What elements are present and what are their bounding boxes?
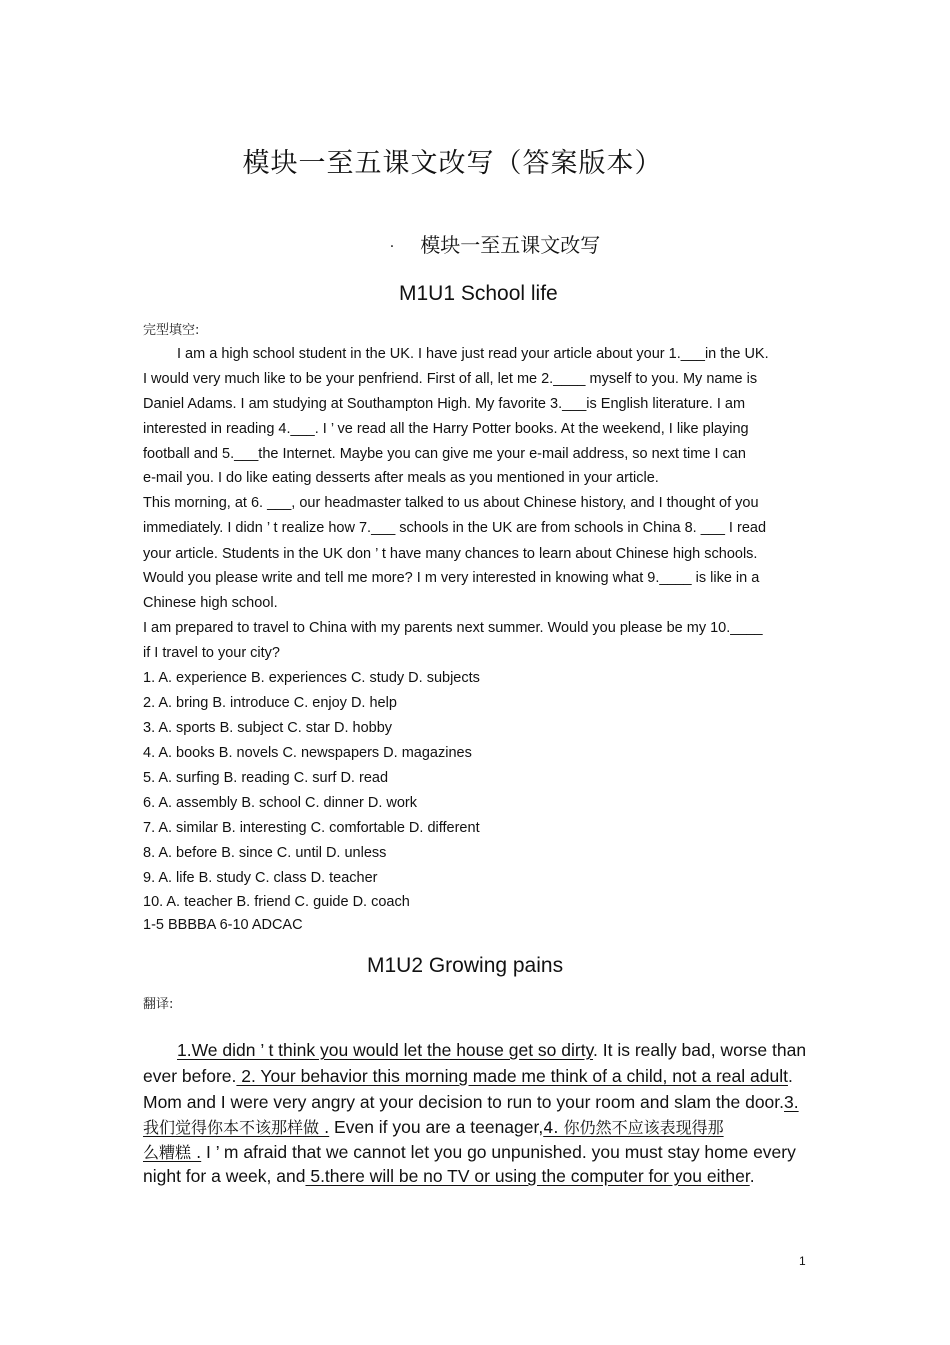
page-number: 1 <box>799 1254 806 1268</box>
passage-line: I am prepared to travel to China with my parents next summer. Would you please be my 10.____ <box>143 620 763 636</box>
passage-line: I am a high school student in the UK. I have just read your article about your 1.___in the UK. <box>177 346 769 362</box>
section-subtitle <box>0 229 950 258</box>
option-line: 4. A. books B. novels C. newspapers D. magazines <box>143 745 472 761</box>
translation-label: 翻译: <box>143 997 174 1012</box>
underlined-sentence: 4. 你仍然不应该表现得那 <box>543 1118 724 1137</box>
underlined-sentence: 么糟糕 . <box>143 1143 202 1162</box>
passage-line: football and 5.___the Internet. Maybe you can give me your e-mail address, so next time I can <box>143 446 746 462</box>
passage-line: Daniel Adams. I am studying at Southampton High. My favorite 3.___is English literature. I am <box>143 396 746 412</box>
option-line: 1. A. experience B. experiences C. study D. subjects <box>143 670 480 686</box>
subtitle-text: 模块一至五课文改写 <box>420 233 601 257</box>
passage-line: your article. Students in the UK don ’ t have many chances to learn about Chinese high schools. <box>143 546 758 562</box>
underlined-sentence: 我们觉得你本不该那样做 . <box>143 1118 330 1137</box>
answer-key: 1-5 BBBBA 6-10 ADCAC <box>143 917 303 933</box>
translation-line: Mom and I were very angry at your decision to run to your room and slam the door.3. <box>143 1092 799 1112</box>
option-line: 10. A. teacher B. friend C. guide D. coach <box>143 894 410 910</box>
passage-line: immediately. I didn ’ t realize how 7.___ schools in the UK are from schools in China 8. ___ I read <box>143 520 767 536</box>
translation-line: night for a week, and 5.there will be no TV or using the computer for you either. <box>143 1166 755 1186</box>
translation-line: 么糟糕 . I ’ m afraid that we cannot let you go unpunished. you must stay home every <box>143 1142 796 1162</box>
passage-line: e-mail you. I do like eating desserts after meals as you mentioned in your article. <box>143 470 659 486</box>
passage-line: interested in reading 4.___. I ’ ve read all the Harry Potter books. At the weekend, I like playing <box>143 421 749 437</box>
document-title: 模块一至五课文改写（答案版本） <box>242 148 663 179</box>
underlined-sentence: 5.there will be no TV or using the computer for you either <box>305 1166 750 1186</box>
passage-line: Chinese high school. <box>143 595 278 611</box>
bullet-point: · <box>389 238 395 255</box>
option-line: 9. A. life B. study C. class D. teacher <box>143 870 378 886</box>
passage-line: I would very much like to be your penfriend. First of all, let me 2.____ myself to you. My name is <box>143 371 758 387</box>
translation-line: 1.We didn ’ t think you would let the house get so dirty. It is really bad, worse than <box>177 1040 807 1060</box>
passage-line: Would you please write and tell me more? I m very interested in knowing what 9.____ is like in a <box>143 570 760 586</box>
passage-line: This morning, at 6. ___, our headmaster talked to us about Chinese history, and I thought of you <box>143 495 759 511</box>
m1u2-heading: M1U2 Growing pains <box>367 954 564 977</box>
translation-line: ever before. 2. Your behavior this morning made me think of a child, not a real adult. <box>143 1066 793 1086</box>
translation-line: 我们觉得你本不该那样做 . Even if you are a teenager,4. 你仍然不应该表现得那 <box>143 1117 724 1137</box>
option-line: 3. A. sports B. subject C. star D. hobby <box>143 720 393 736</box>
underlined-sentence: 3. <box>784 1092 799 1112</box>
option-line: 8. A. before B. since C. until D. unless <box>143 845 387 861</box>
cloze-label: 完型填空: <box>143 323 200 338</box>
option-line: 6. A. assembly B. school C. dinner D. work <box>143 795 417 811</box>
underlined-sentence: 1.We didn ’ t think you would let the house get so dirty <box>177 1040 594 1060</box>
option-line: 5. A. surfing B. reading C. surf D. read <box>143 770 389 786</box>
option-line: 2. A. bring B. introduce C. enjoy D. help <box>143 695 397 711</box>
underlined-sentence: 2. Your behavior this morning made me think of a child, not a real adult <box>236 1066 788 1086</box>
option-line: 7. A. similar B. interesting C. comfortable D. different <box>143 820 480 836</box>
m1u1-heading: M1U1 School life <box>399 282 558 305</box>
passage-line: if I travel to your city? <box>143 645 280 661</box>
